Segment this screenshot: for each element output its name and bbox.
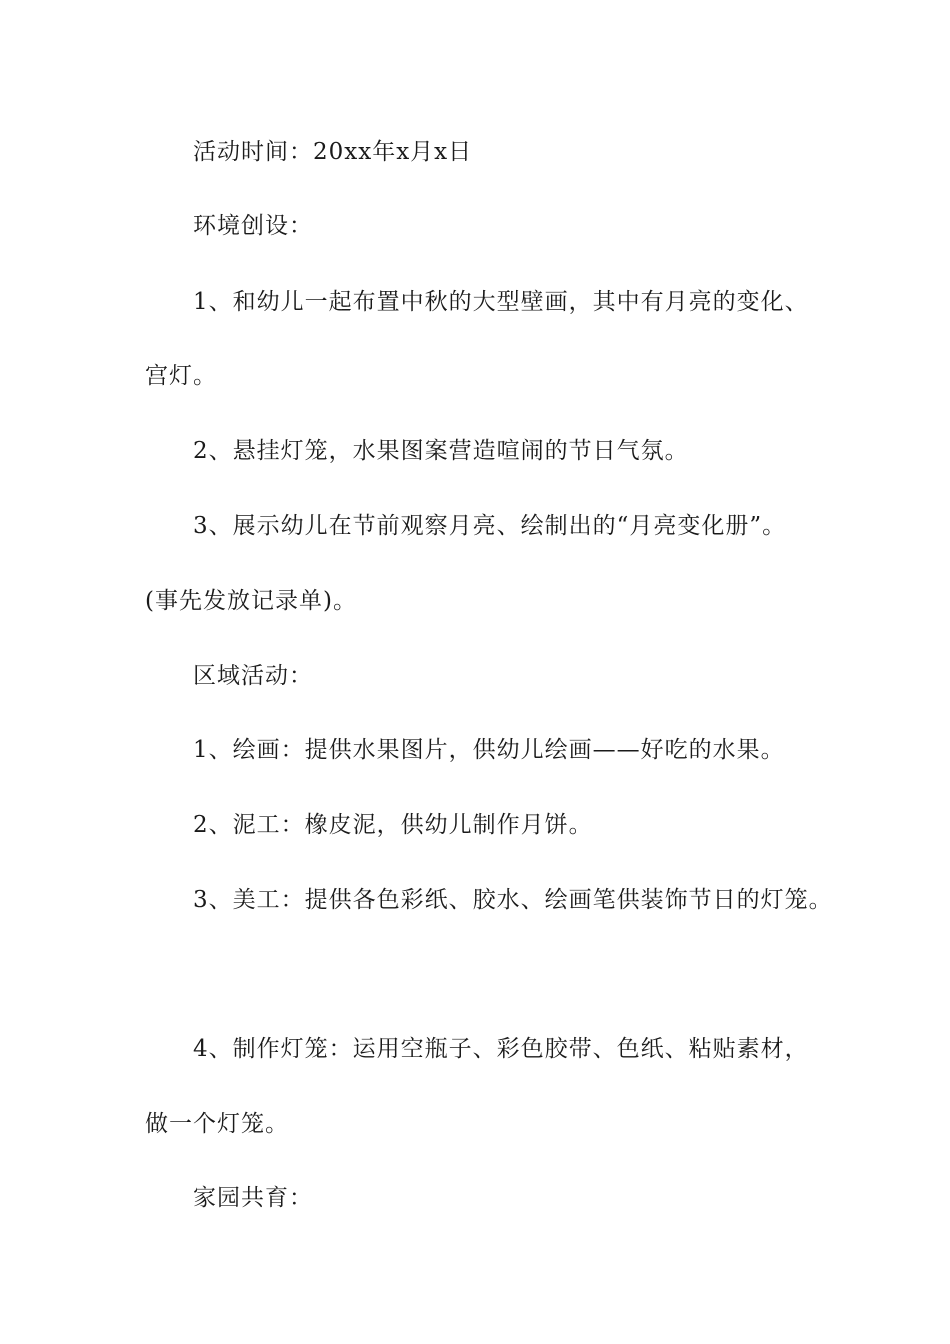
area-item-3: 3、美工：提供各色彩纸、胶水、绘画笔供装饰节日的灯笼。 <box>193 887 833 913</box>
area-item-2: 2、泥工：橡皮泥，供幼儿制作月饼。 <box>193 812 593 838</box>
home-school-heading: 家园共育： <box>193 1185 313 1211</box>
area-item-1: 1、绘画：提供水果图片，供幼儿绘画——好吃的水果。 <box>193 737 785 763</box>
environment-item-2: 2、悬挂灯笼，水果图案营造喧闹的节日气氛。 <box>193 438 689 464</box>
environment-item-3: 3、展示幼儿在节前观察月亮、绘制出的“月亮变化册”。 <box>193 513 787 539</box>
activity-time-line: 活动时间：20xx年x月x日 <box>193 139 473 165</box>
area-item-4-continued: 做一个灯笼。 <box>145 1111 289 1137</box>
area-activity-heading: 区域活动： <box>193 663 313 689</box>
environment-heading: 环境创设： <box>193 213 313 239</box>
environment-item-1-continued: 宫灯。 <box>145 363 217 389</box>
area-item-4: 4、制作灯笼：运用空瓶子、彩色胶带、色纸、粘贴素材， <box>193 1036 809 1062</box>
environment-item-3-continued: (事先发放记录单)。 <box>145 588 357 614</box>
environment-item-1: 1、和幼儿一起布置中秋的大型壁画，其中有月亮的变化、 <box>193 289 809 315</box>
